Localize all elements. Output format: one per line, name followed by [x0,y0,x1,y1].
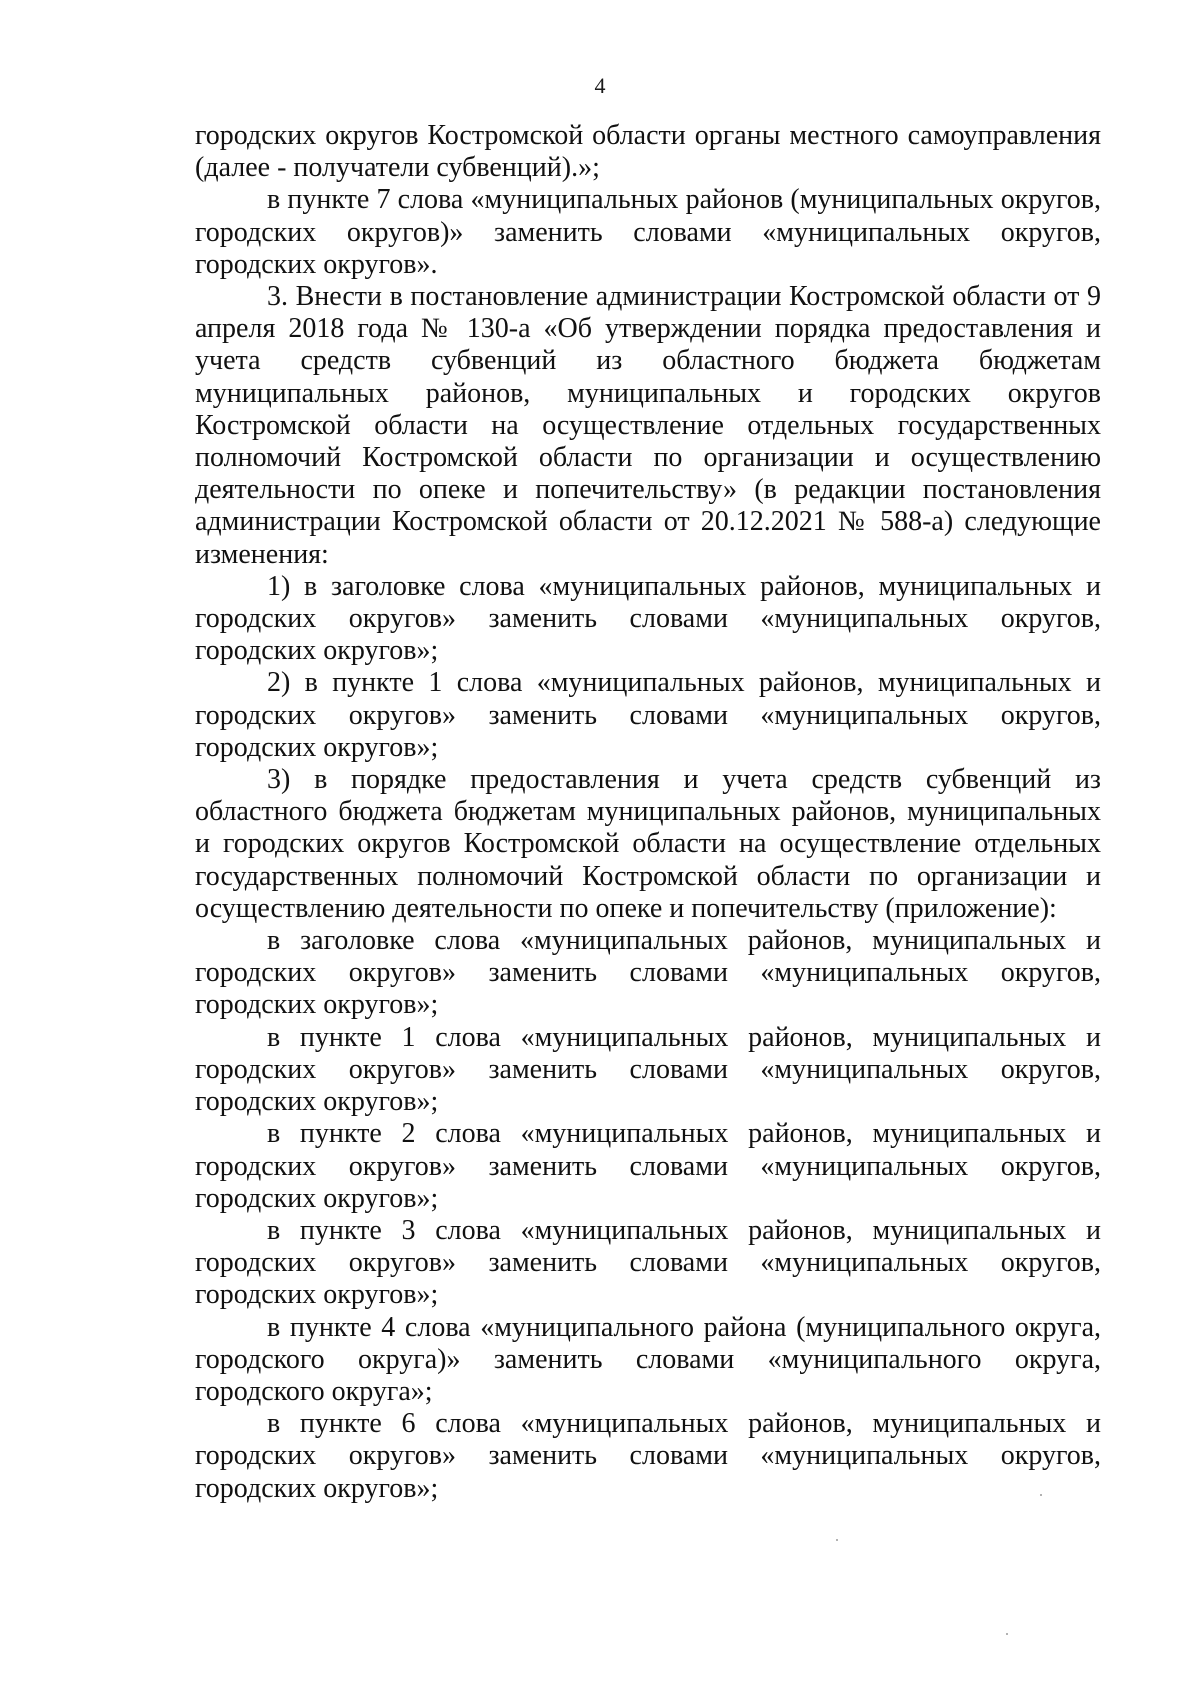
paragraph: городских округов Костромской области органы местного самоуправления (далее - получатели субвенций).»; [195,120,1101,184]
document-body [195,120,1101,1505]
paragraph: 3) в порядке предоставления и учета средств субвенций из областного бюджета бюджетам муниципальных районов, муниципальных и городских округов Костромской области на осуществление отдельных государственных полномочий Костромской области по организации и осуществлению деятельности по опеке и попечительству (приложение): [195,764,1101,924]
paragraph: 1) в заголовке слова «муниципальных районов, муниципальных и городских округов» заменить словами «муниципальных округов, городских округов»; [195,570,1101,667]
scan-speck [1006,1633,1008,1635]
paragraph: в пункте 3 слова «муниципальных районов, муниципальных и городских округов» заменить словами «муниципальных округов, городских округов»; [195,1214,1101,1311]
paragraph: в пункте 6 слова «муниципальных районов, муниципальных и городских округов» заменить словами «муниципальных округов, городских округов»; [195,1408,1101,1504]
paragraph: в пункте 1 слова «муниципальных районов, муниципальных и городских округов» заменить словами «муниципальных округов, городских округов»; [195,1021,1101,1118]
paragraph: в заголовке слова «муниципальных районов, муниципальных и городских округов» заменить словами «муниципальных округов, городских округов»; [195,925,1101,1021]
page-number: 4 [594,73,606,98]
paragraph: в пункте 7 слова «муниципальных районов (муниципальных округов, городских округов)» заменить словами «муниципальных округов, городских округов». [195,184,1101,280]
paragraph: в пункте 4 слова «муниципального района (муниципального округа, городского округа)» заменить словами «муниципального округа, городского округа»; [195,1311,1101,1407]
paragraph: 2) в пункте 1 слова «муниципальных районов, муниципальных и городских округов» заменить словами «муниципальных округов, городских округов»; [195,667,1101,763]
scan-speck [1040,1494,1042,1496]
paragraph: в пункте 2 слова «муниципальных районов, муниципальных и городских округов» заменить словами «муниципальных округов, городских округов»; [195,1118,1101,1214]
paragraph: 3. Внести в постановление администрации Костромской области от 9 апреля 2018 года № 130-а «Об утверждении порядка предоставления и учета средств субвенций из областного бюджета бюджетам муниципальных районов, муниципальных и городских округов Костромской области на осуществление отдельных государственных полномочий Костромской области по организации и осуществлению деятельности по опеке и попечительству» (в редакции постановления администрации Костромской области от 20.12.2021 № 588-а) следующие изменения: [195,281,1101,570]
scan-speck [836,1539,838,1541]
